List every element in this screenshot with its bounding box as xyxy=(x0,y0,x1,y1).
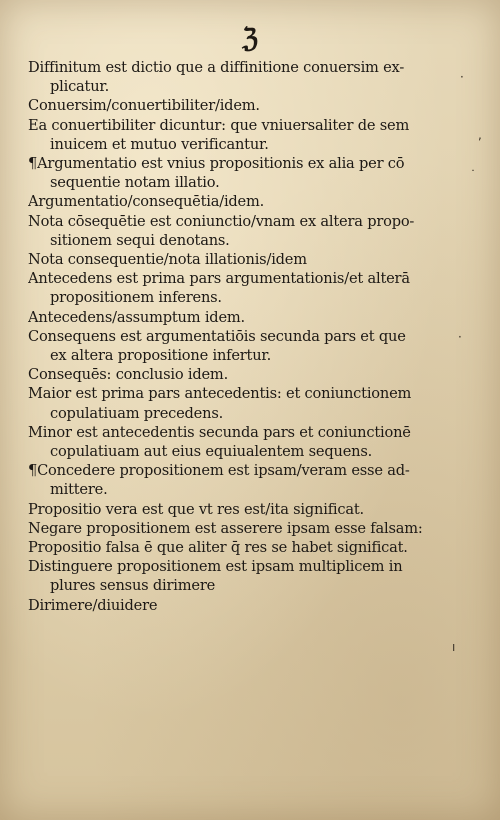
text-line: ¶Concedere propositionem est ipsam/veram esse ad- xyxy=(28,462,410,480)
ink-speck: · xyxy=(460,70,464,84)
text-line: inuicem et mutuo verificantur. xyxy=(50,135,269,153)
text-line: plicatur. xyxy=(50,78,110,96)
text-line: Negare propositionem est asserere ipsam esse falsam: xyxy=(28,519,423,537)
text-line: Propositio vera est que vt res est/ita significat. xyxy=(28,500,364,518)
ink-speck: · xyxy=(458,330,462,344)
text-line: ¶Argumentatio est vnius propositionis ex alia per cō xyxy=(28,155,405,173)
ink-speck: , xyxy=(478,128,482,142)
text-line: Antecedens/assumptum idem. xyxy=(28,308,245,326)
text-line: Dirimere/diuidere xyxy=(28,596,158,614)
signature-mark: ℨ xyxy=(241,24,259,54)
text-line: sequentie notam illatio. xyxy=(50,174,220,192)
ink-speck: ı xyxy=(452,640,456,654)
text-line: sitionem sequi denotans. xyxy=(50,231,230,249)
text-line: copulatiuam precedens. xyxy=(50,404,224,422)
text-line: mittere. xyxy=(50,481,108,499)
text-line: Diffinitum est dictio que a diffinitione conuersim ex- xyxy=(28,59,405,76)
text-line: Nota cōsequētie est coniunctio/vnam ex altera propo- xyxy=(28,212,415,230)
text-line: Consequens est argumentatiōis secunda pars et que xyxy=(28,327,406,345)
text-line: copulatiuam aut eius equiualentem sequens. xyxy=(50,443,373,461)
ink-speck: ˙ xyxy=(470,168,476,182)
text-line: plures sensus dirimere xyxy=(50,577,216,595)
text-line: Ea conuertibiliter dicuntur: que vniuersaliter de sem xyxy=(28,116,410,134)
text-line: Maior est prima pars antecedentis: et coniunctionem xyxy=(28,385,412,403)
text-line: Argumentatio/consequētia/idem. xyxy=(28,193,265,211)
text-line: Consequēs: conclusio idem. xyxy=(28,366,229,384)
text-block xyxy=(28,58,478,615)
text-line: ex altera propositione infertur. xyxy=(50,347,272,365)
text-line: Antecedens est prima pars argumentationis/et alterā xyxy=(28,270,410,288)
text-line: Distinguere propositionem est ipsam multiplicem in xyxy=(28,558,403,576)
text-line: Conuersim/conuertibiliter/idem. xyxy=(28,97,260,115)
text-line: Minor est antecedentis secunda pars et coniunctionē xyxy=(28,423,411,441)
text-line: Nota consequentie/nota illationis/idem xyxy=(28,251,307,269)
text-line: propositionem inferens. xyxy=(50,289,222,307)
text-line: Propositio falsa ē que aliter q̄ res se habet significat. xyxy=(28,539,408,557)
